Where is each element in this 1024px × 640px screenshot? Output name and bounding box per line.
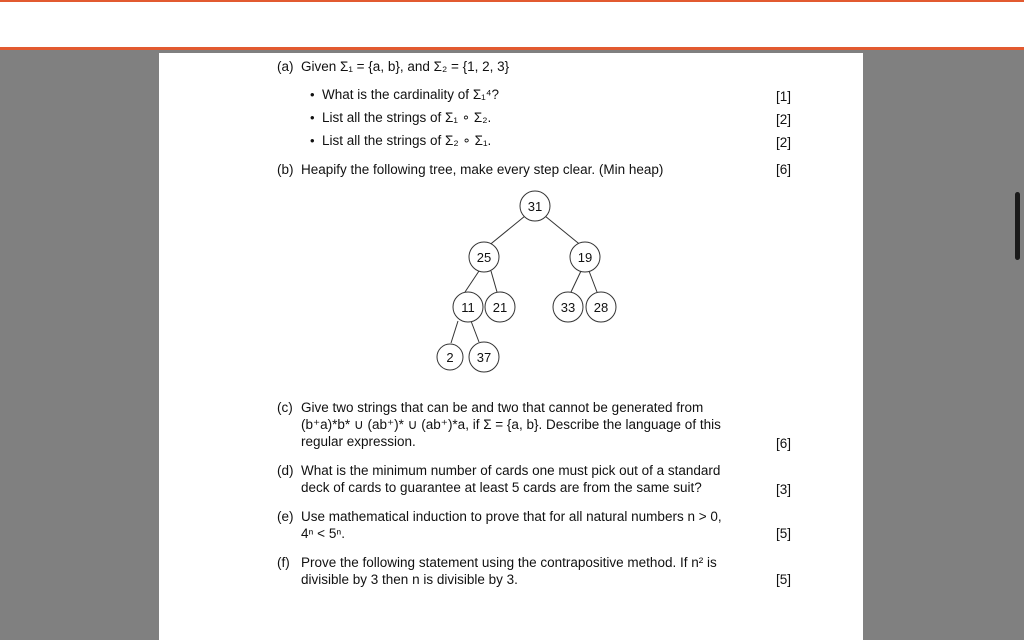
tree-node-33-value: 33 (560, 300, 576, 315)
question-d-label: (d) (277, 463, 294, 478)
question-d-line-2: deck of cards to guarantee at least 5 cards are from the same suit? (301, 480, 702, 495)
question-a-bullet-3: List all the strings of Σ₂ ∘ Σ₁. (322, 133, 492, 148)
bullet-icon: • (310, 133, 315, 148)
tree-edge (571, 271, 581, 292)
question-a-bullet-2-mark: [2] (776, 112, 792, 127)
question-b-mark: [6] (776, 162, 792, 177)
tree-node-19-value: 19 (577, 250, 593, 265)
question-a-bullet-3-mark: [2] (776, 135, 792, 150)
document-page (159, 53, 863, 640)
question-c-label: (c) (277, 400, 293, 415)
tree-edge (589, 271, 597, 292)
tree-edge (545, 216, 583, 247)
tree-edge (487, 216, 525, 247)
tree-edge (465, 271, 479, 292)
question-c-line-1: Give two strings that can be and two that cannot be generated from (301, 400, 704, 415)
question-f-line-1: Prove the following statement using the contrapositive method. If n² is (301, 555, 717, 570)
question-e-line-2: 4ⁿ < 5ⁿ. (301, 526, 346, 541)
question-d-mark: [3] (776, 482, 792, 497)
tree-node-11-value: 11 (461, 300, 475, 315)
question-a-label: (a) (277, 59, 294, 74)
question-b-text: Heapify the following tree, make every step clear. (Min heap) (301, 162, 664, 177)
tree-node-25-value: 25 (476, 250, 492, 265)
tree-edge (471, 321, 479, 342)
question-f-line-2: divisible by 3 then n is divisible by 3. (301, 572, 518, 587)
question-c-line-2: (b⁺a)*b* ∪ (ab⁺)* ∪ (ab⁺)*a, if Σ = {a, b}. Describe the language of this (301, 417, 721, 432)
question-c-line-3: regular expression. (301, 434, 416, 449)
tree-node-2-value: 2 (446, 350, 454, 365)
bullet-icon: • (310, 110, 315, 125)
question-d-line-1: What is the minimum number of cards one must pick out of a standard (301, 463, 721, 478)
question-f-mark: [5] (776, 572, 792, 587)
heap-tree-diagram (429, 188, 629, 378)
tree-node-28-value: 28 (593, 300, 609, 315)
question-a-bullet-1-mark: [1] (776, 89, 792, 104)
question-a-text: Given Σ₁ = {a, b}, and Σ₂ = {1, 2, 3} (301, 59, 510, 74)
question-e-mark: [5] (776, 526, 792, 541)
question-e-line-1: Use mathematical induction to prove that for all natural numbers n > 0, (301, 509, 722, 524)
tree-node-37-value: 37 (476, 350, 492, 365)
question-e-label: (e) (277, 509, 294, 524)
bullet-icon: • (310, 87, 315, 102)
tree-edge (451, 321, 458, 343)
viewer-top-bar (0, 0, 1024, 50)
vertical-scrollbar-thumb[interactable] (1015, 192, 1020, 260)
question-c-mark: [6] (776, 436, 792, 451)
tree-node-31-value: 31 (527, 199, 543, 214)
tree-node-21-value: 21 (492, 300, 508, 315)
question-a-bullet-2: List all the strings of Σ₁ ∘ Σ₂. (322, 110, 492, 125)
question-b-label: (b) (277, 162, 294, 177)
tree-edge (491, 271, 497, 292)
question-f-label: (f) (277, 555, 290, 570)
question-a-bullet-1: What is the cardinality of Σ₁⁴? (322, 87, 500, 102)
